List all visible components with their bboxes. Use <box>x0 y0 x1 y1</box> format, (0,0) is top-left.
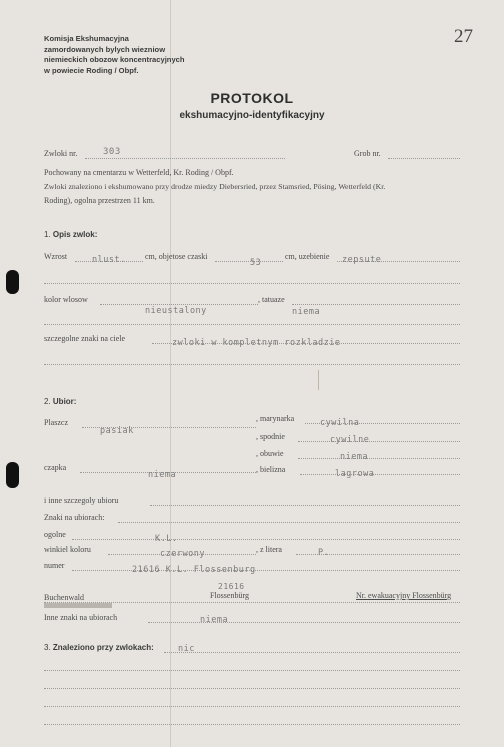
spodnie-label: , spodnie <box>256 432 285 441</box>
grob-label: Grob nr. <box>354 149 381 158</box>
kolor-wlosow-label: kolor wlosow <box>44 295 88 304</box>
znaki-na-ciele-value: zwloki w kompletnym rozkladzie <box>172 338 341 348</box>
numer-label: numer <box>44 561 65 570</box>
z-litera-value: P. <box>318 548 330 558</box>
numer-value: 21616 K.L. Flossenburg <box>132 565 256 575</box>
winkiel-label: winkiel koloru <box>44 545 91 554</box>
inne-szczegoly-label: i inne szczegoly ubioru <box>44 496 119 505</box>
page-number: 27 <box>454 26 473 47</box>
section-3-heading <box>44 643 154 652</box>
znaki-na-ciele-label: szczegolne znaki na ciele <box>44 334 126 343</box>
buchenwald-label: Buchenwald <box>44 593 84 602</box>
marynarka-value: cywilna <box>320 418 360 428</box>
organisation-block <box>44 34 185 76</box>
section-number: 1. <box>44 230 51 239</box>
z-litera-label: , z litera <box>256 545 282 554</box>
cm-czaski-label: cm, objetose czaski <box>145 252 208 261</box>
obuwie-value: niema <box>340 452 369 462</box>
section-title: Opis zwlok: <box>52 230 98 239</box>
kolor-wlosow-value: nieustalony <box>145 306 207 316</box>
czapka-label: czapka <box>44 463 67 472</box>
org-line: niemieckich obozow koncentracyjnych <box>44 55 185 64</box>
document-title: PROTOKOL <box>210 90 294 106</box>
czapka-value: niema <box>148 470 177 480</box>
section-title: Znaleziono przy zwlokach: <box>52 643 154 652</box>
zwloki-label: Zwloki nr. <box>44 149 78 158</box>
plaszcz-value: pasiak <box>100 426 134 436</box>
section-title: Ubior: <box>52 397 77 406</box>
inne-znaki-value: niema <box>200 615 229 625</box>
znaleziono-value: nic <box>178 644 195 654</box>
distance-line: Roding), ogolna przestrzen 11 km. <box>44 196 155 205</box>
uzebienie-value: zepsute <box>342 255 382 265</box>
cm-uzebienie-label: cm, uzebienie <box>285 252 330 261</box>
wzrost-value: nlust. <box>92 255 126 265</box>
bielizna-label: , bielizna <box>256 465 286 474</box>
route-line: Zwloki znaleziono i ekshumowano przy drodze miedzy Diebersried, przez Stamsried, Pösing, Wetterfeld (Kr. <box>44 182 386 191</box>
wzrost-label: Wzrost <box>44 252 68 261</box>
cemetery-line: Pochowany na cmentarzu w Wetterfeld, Kr. Roding / Obpf. <box>44 168 234 177</box>
punch-hole-top <box>6 270 19 294</box>
winkiel-value: czerwony <box>160 549 205 559</box>
plaszcz-label: Plaszcz <box>44 418 68 427</box>
znaki-na-ubiorach-label: Znaki na ubiorach: <box>44 513 105 522</box>
section-number: 2. <box>44 397 51 406</box>
org-line: w powiecie Roding / Obpf. <box>44 65 139 75</box>
section-number: 3. <box>44 643 51 652</box>
section-1-heading <box>44 230 97 239</box>
inne-znaki-label: Inne znaki na ubiorach <box>44 613 118 622</box>
paper-mark <box>318 370 319 390</box>
flossenburg-number-value: 21616 <box>218 582 245 591</box>
tatuaze-label: , tatuaze <box>258 295 285 304</box>
marynarka-label: , marynarka <box>256 414 295 423</box>
punch-hole-bottom <box>6 462 19 488</box>
ogolne-value: K.L. <box>155 534 178 544</box>
flossenburg-label: Flossenbürg <box>210 591 249 600</box>
tatuaze-value: niema <box>292 307 321 317</box>
bielizna-value: lagrowa <box>335 469 375 479</box>
org-line: Komisja Ekshumacyjna <box>44 34 129 43</box>
org-line: zamordowanych bylych wiezniow <box>44 44 166 54</box>
spodnie-value: cywilne <box>330 435 370 445</box>
nr-ewakuacyjny-label: Nr. ewakuacyjny Flossenbürg <box>356 591 452 600</box>
ogolne-label: ogolne <box>44 530 66 539</box>
obuwie-label: , obuwie <box>256 449 284 458</box>
czaski-value: 53 <box>250 258 262 268</box>
section-2-heading <box>44 397 76 406</box>
redacted-strip <box>44 603 112 608</box>
zwloki-value: 303 <box>103 147 121 157</box>
document-subtitle: ekshumacyjno-identyfikacyjny <box>179 110 325 121</box>
